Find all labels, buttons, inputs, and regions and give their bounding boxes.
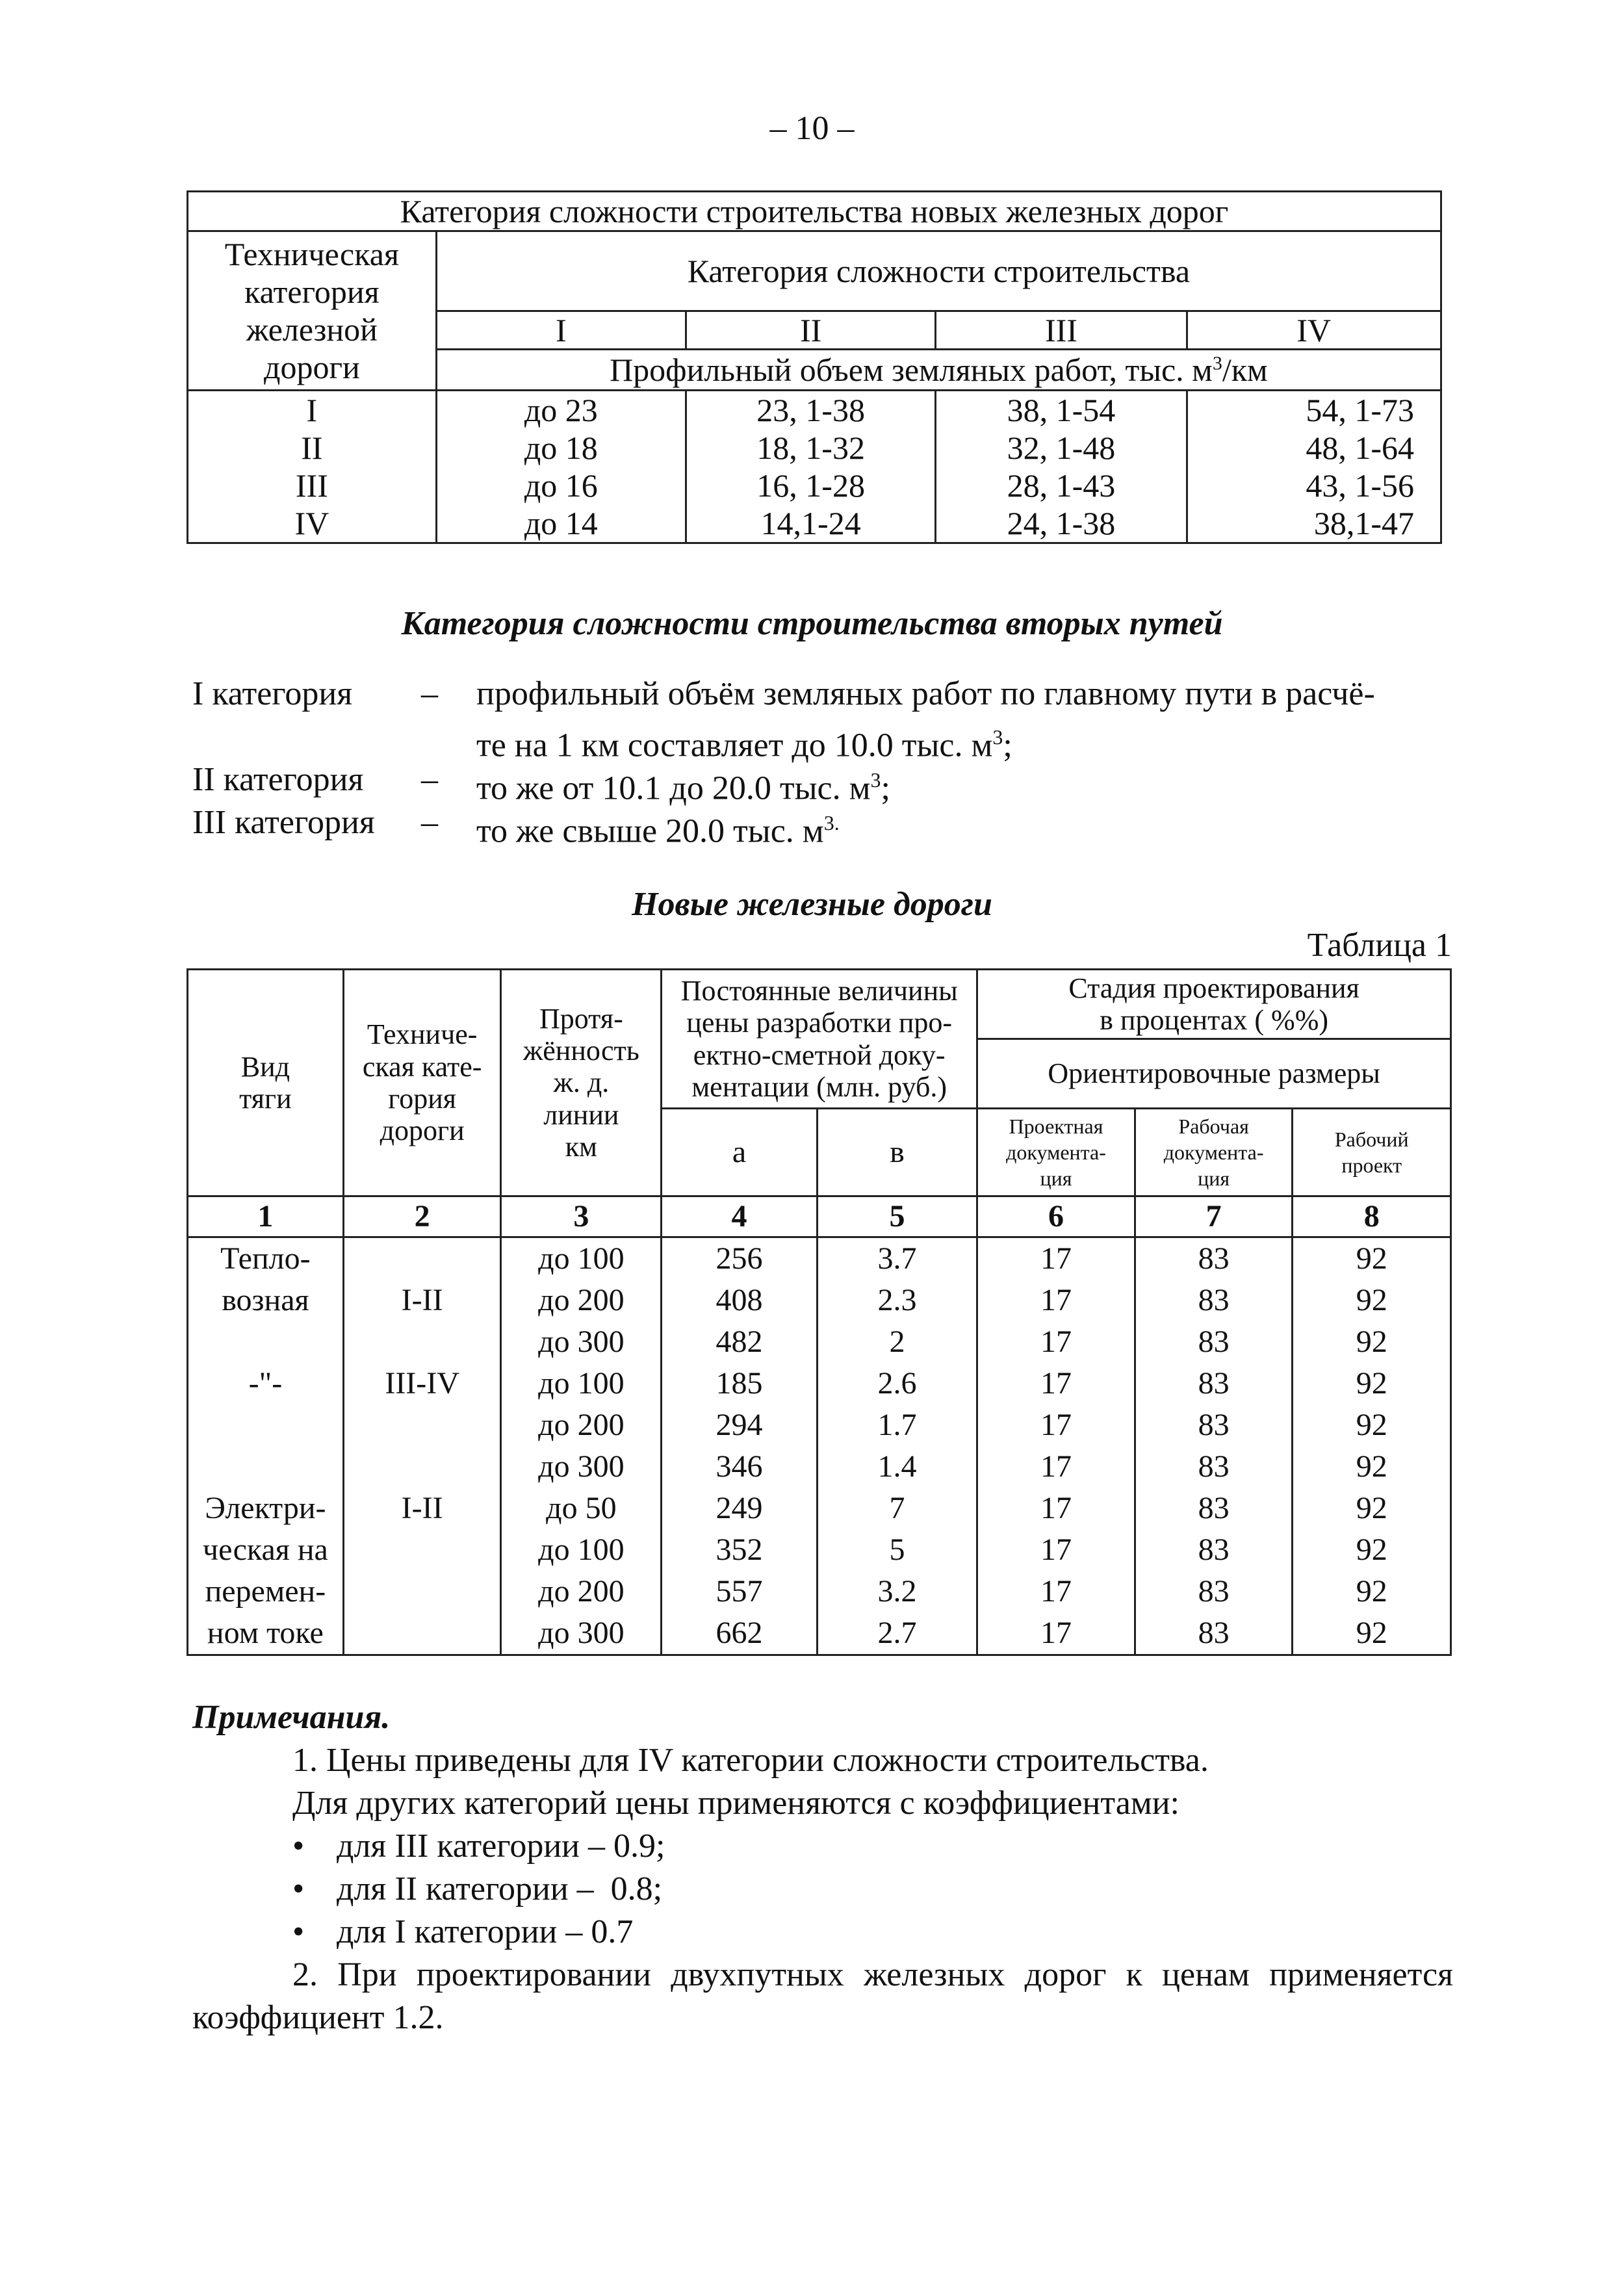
note-1: 1. Цены приведены для IV категории сложности строительства. [292,1742,1209,1779]
volume-header: Профильный объем земляных работ, тыс. $м^3/км$ [436,350,1441,391]
header-approx: Ориентировочные размеры [977,1039,1451,1109]
table-row: возная I-II до 200 408 2.3 17 83 92 [188,1280,1451,1321]
table-row: -"- III-IV до 100 185 2.6 17 83 92 [188,1363,1451,1404]
table-row: Электри- I-II до 50 249 7 17 83 92 [188,1488,1451,1529]
def-dash-3: – [421,804,438,841]
table-row: Тепло- до 100 256 3.7 17 83 92 [188,1237,1451,1280]
complexity-header: Категория сложности строительства [436,231,1441,311]
header-work-doc: Рабочая документа- ция [1135,1109,1293,1196]
def-label-2: II категория [192,761,364,798]
complexity-cat-iv: IV [1187,311,1441,350]
table-label: Таблица 1 [1307,927,1452,964]
def-label-1: I категория [192,675,353,712]
def-dash-2: – [421,761,438,798]
complexity-cat-ii: II [686,311,935,350]
complexity-cat-iii: III [936,311,1187,350]
tech-category-header: Техническая категория железной дороги [188,231,437,391]
table-row: II до 18 18, 1-32 32, 1-48 48, 1-64 [188,429,1441,467]
complexity-table [187,190,1442,544]
page-number: – 10 – [769,110,855,147]
header-const: Постоянные величины цены разработки про- ектно-сметной доку- ментации (млн. руб.) [662,970,977,1109]
header-tech-cat: Техниче- ская кате- гория дороги [343,970,501,1196]
complexity-table-title: Категория сложности строительства новых железных дорог [188,192,1441,231]
complexity-cat-i: I [436,311,686,350]
header-length: Протя- жённость ж. д. линии км [501,970,662,1196]
second-tracks-heading: Категория сложности строительства вторых путей [401,605,1223,642]
def-text-3: то же свыше 20.0 тыс. $м^{3.}$ [476,811,840,850]
table-row: ном токе до 300 662 2.7 17 83 92 [188,1612,1451,1655]
bullet-icon: • [292,1913,305,1950]
header-proj-doc: Проектная документа- ция [977,1109,1135,1196]
table-row: до 300 346 1.4 17 83 92 [188,1446,1451,1488]
header-b: в [817,1109,977,1196]
note-bullet-3: для I категории – 0.7 [337,1913,634,1950]
header-work-proj: Рабочий проект [1293,1109,1451,1196]
table-row: до 300 482 2 17 83 92 [188,1321,1451,1363]
note-2-line1: 2. При проектировании двухпутных железных дорог к ценам применяется [292,1956,1453,1993]
header-a: а [662,1109,818,1196]
def-text-1b: те на 1 км составляет до 10.0 тыс. $м^3$; [476,725,1012,764]
note-bullet-1: для III категории – 0.9; [337,1828,665,1865]
def-dash-1: – [421,675,438,712]
table-row: ческая на до 100 352 5 17 83 92 [188,1529,1451,1571]
bullet-icon: • [292,1828,305,1865]
bullet-icon: • [292,1870,305,1907]
notes-heading: Примечания. [192,1699,391,1736]
table-row: перемен- до 200 557 3.2 17 83 92 [188,1571,1451,1612]
def-text-2: то же от 10.1 до 20.0 тыс. $м^3$; [476,768,890,807]
table-row: IV до 14 14,1-24 24, 1-38 38,1-47 [188,504,1441,543]
note-1b: Для других категорий цены применяются с коэффициентами: [292,1785,1179,1822]
column-numbers-row: 1 2 3 4 5 6 7 8 [188,1196,1451,1237]
note-2-line2: коэффициент 1.2. [192,1999,444,2036]
table-row: I до 23 23, 1-38 38, 1-54 54, 1-73 [188,391,1441,430]
def-label-3: III категория [192,804,375,841]
header-traction: Вид тяги [188,970,344,1196]
prices-table [187,968,1452,1656]
note-bullet-2: для II категории – 0.8; [337,1870,663,1907]
def-text-1a: профильный объём земляных работ по главному пути в расчё- [476,675,1375,712]
header-stage: Стадия проектирования в процентах ( %%) [977,970,1451,1039]
table-row: III до 16 16, 1-28 28, 1-43 43, 1-56 [188,467,1441,504]
new-roads-heading: Новые железные дороги [632,886,992,923]
table-row: до 200 294 1.7 17 83 92 [188,1404,1451,1446]
